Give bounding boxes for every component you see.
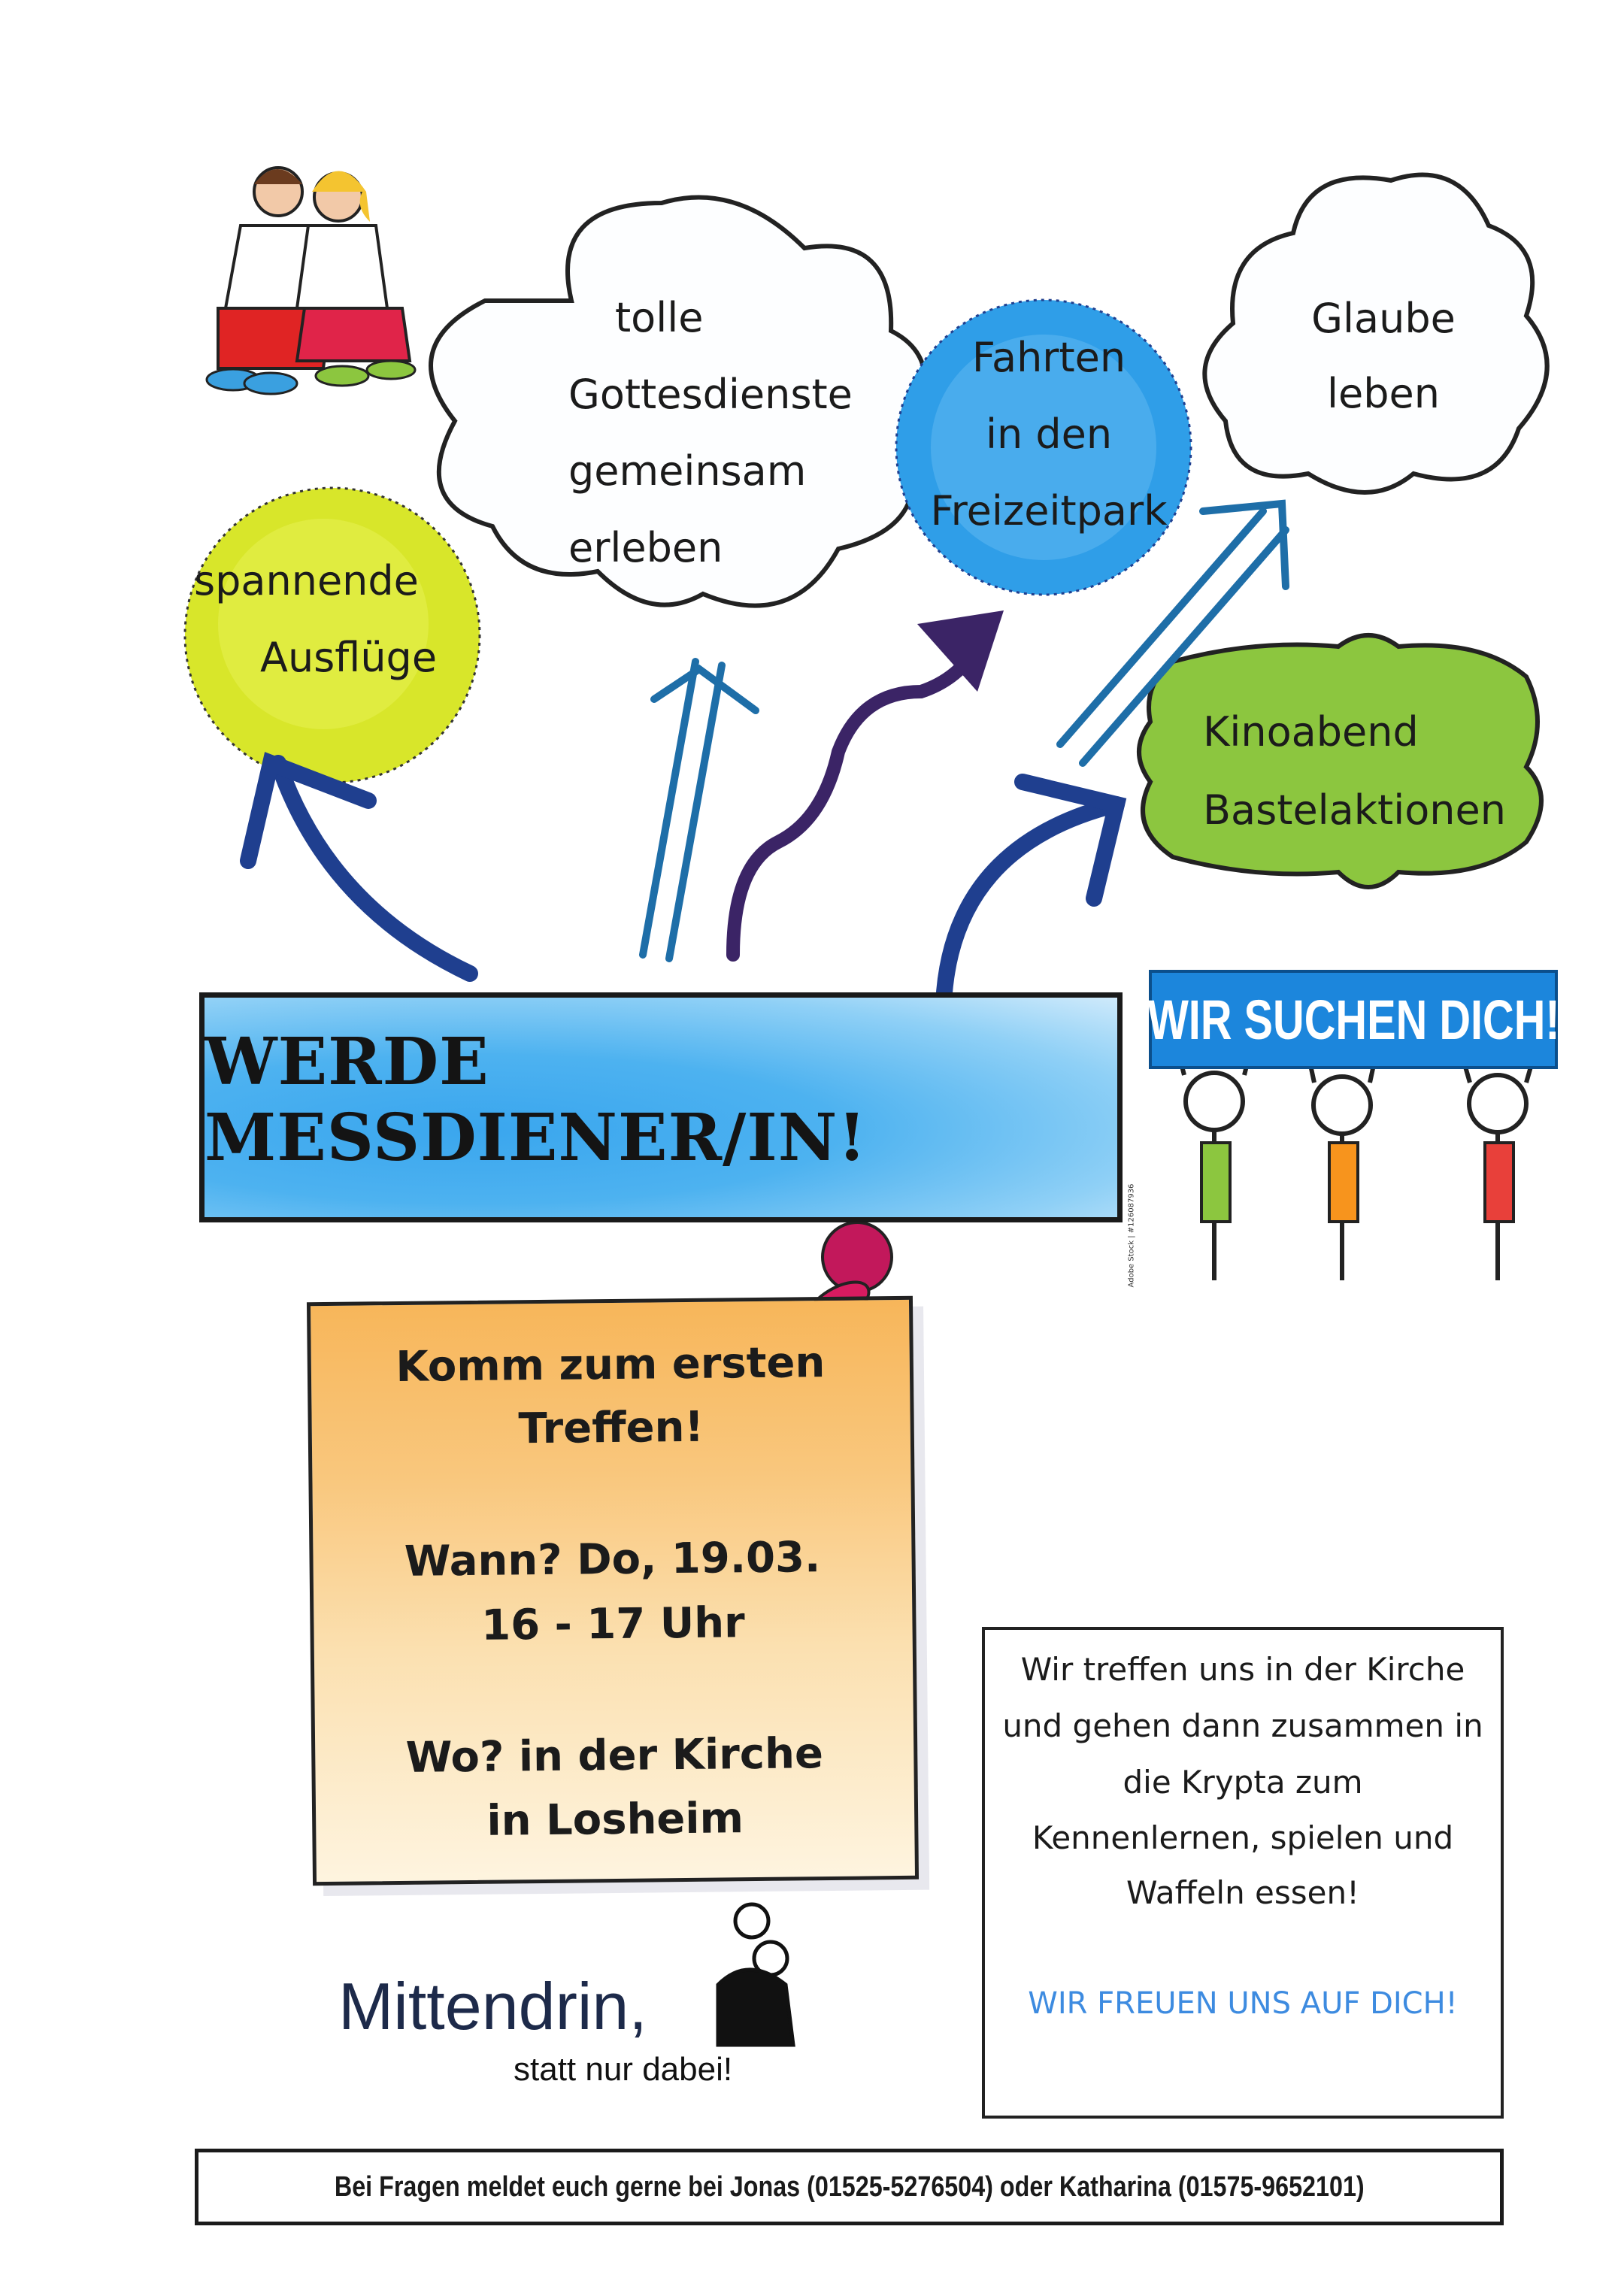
bubble-line: Ausflüge xyxy=(260,634,438,681)
wir-suchen-label: WIR SUCHEN DICH! xyxy=(1147,988,1560,1051)
logo-subtitle: statt nur dabei! xyxy=(514,2051,733,2088)
bubble-line: gemeinsam xyxy=(568,447,807,495)
wir-suchen-sign xyxy=(1149,970,1558,1069)
bubble-fahrten xyxy=(921,320,1177,550)
bubble-line: leben xyxy=(1327,370,1440,417)
note-location: in Losheim xyxy=(486,1794,744,1846)
bubble-line: erleben xyxy=(568,524,723,571)
banner-title: WERDE MESSDIENER/IN! xyxy=(205,1024,868,1176)
info-line: Kennenlernen, spielen und xyxy=(1032,1819,1454,1856)
bubble-line: spannende xyxy=(194,557,419,604)
note-date: Wann? Do, 19.03. xyxy=(404,1533,821,1586)
info-line: Waffeln essen! xyxy=(1126,1874,1359,1911)
bubble-glaube xyxy=(1278,281,1489,432)
arrow-gottesdienste xyxy=(643,662,722,959)
info-line: Wir treffen uns in der Kirche xyxy=(1020,1651,1465,1688)
bubble-kino xyxy=(1203,693,1506,850)
bubble-line: Kinoabend xyxy=(1203,708,1419,756)
arrow-fahrten xyxy=(733,632,985,955)
logo-figure xyxy=(718,1904,793,2045)
bubble-line: Bastelaktionen xyxy=(1203,786,1506,834)
meeting-note xyxy=(307,1296,919,1886)
info-highlight: WIR FREUEN UNS AUF DICH! xyxy=(1028,1986,1458,2021)
contact-footer xyxy=(195,2149,1504,2225)
bubble-line: Gottesdienste xyxy=(568,371,853,418)
contact-text: Bei Fragen meldet euch gerne bei Jonas (01525-5276504) oder Katharina (01575-9652101) xyxy=(334,2170,1365,2203)
image-credit: Adobe Stock | #126087936 xyxy=(1127,1183,1136,1288)
note-location: Wo? in der Kirche xyxy=(405,1729,824,1783)
info-line: die Krypta zum xyxy=(1123,1764,1363,1801)
altar-servers-illustration xyxy=(207,168,415,394)
note-line: Komm zum ersten xyxy=(395,1338,826,1392)
bubble-line: tolle xyxy=(615,294,704,341)
note-line: Treffen! xyxy=(518,1402,704,1454)
bubble-gottesdienste xyxy=(568,280,853,586)
note-time: 16 - 17 Uhr xyxy=(480,1598,746,1650)
bubble-line: Freizeitpark xyxy=(930,487,1168,535)
bubble-line: Fahrten xyxy=(971,334,1126,381)
bubble-line: in den xyxy=(985,410,1113,458)
info-line: und gehen dann zusammen in xyxy=(1002,1707,1483,1744)
logo-title: Mittendrin, xyxy=(338,1969,647,2043)
bubble-ausfluege xyxy=(194,543,437,696)
main-banner xyxy=(199,992,1123,1222)
bubble-line: Glaube xyxy=(1311,295,1456,342)
info-box xyxy=(982,1627,1504,2119)
